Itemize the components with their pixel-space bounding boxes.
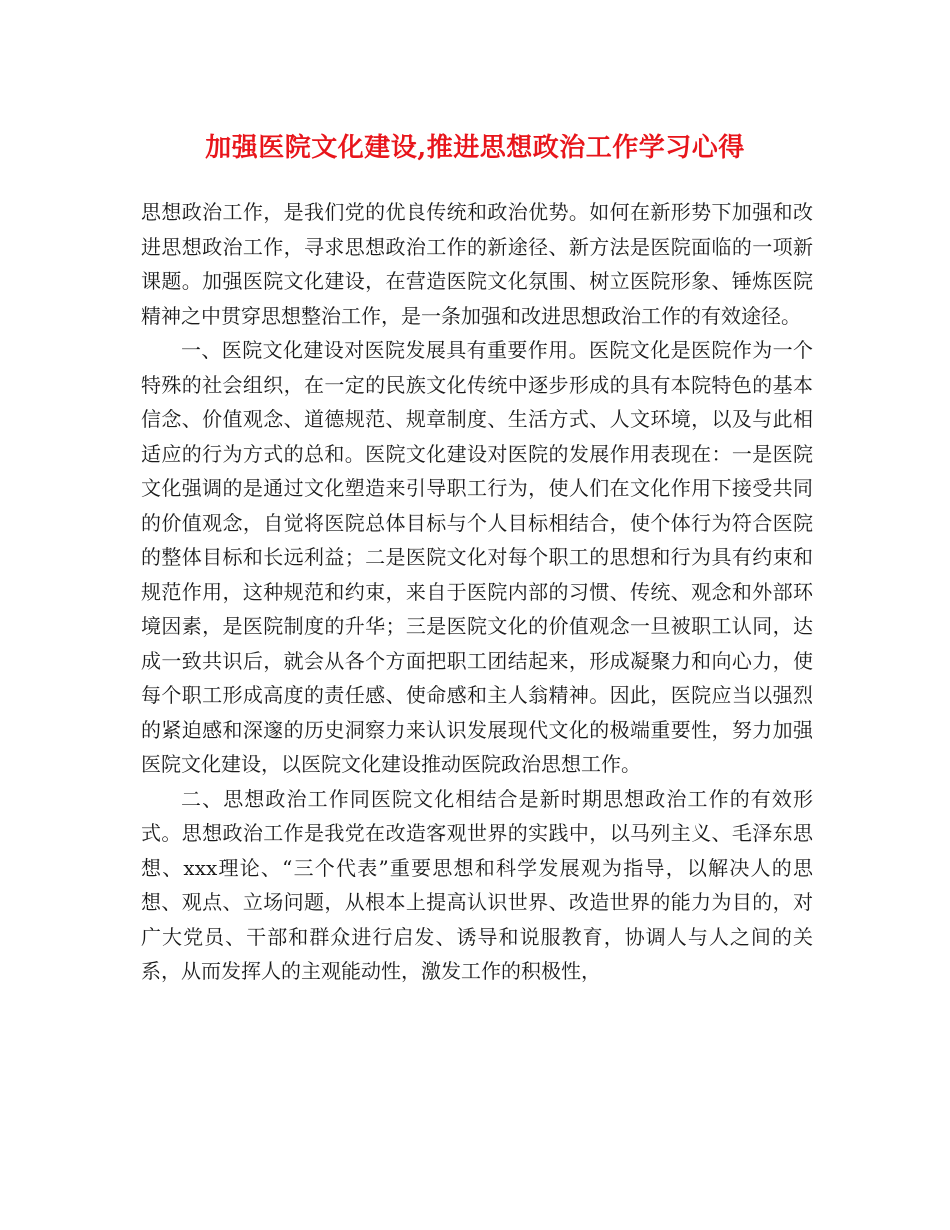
document-body	[141, 195, 813, 989]
document-title: 加强医院文化建设,推进思想政治工作学习心得	[205, 133, 745, 163]
section-one-paragraph: 一、医院文化建设对医院发展具有重要作用。医院文化是医院作为一个特殊的社会组织，在一定的民族文化传统中逐步形成的具有本院特色的基本信念、价值观念、道德规范、规章制度、生活方式、人文环境，以及与此相适应的行为方式的总和。医院文化建设对医院的发展作用表现在：一是医院文化强调的是通过文化塑造来引导职工行为，使人们在文化作用下接受共同的价值观念，自觉将医院总体目标与个人目标相结合，使个体行为符合医院的整体目标和长远利益；二是医院文化对每个职工的思想和行为具有约束和规范作用，这种规范和约束，来自于医院内部的习惯、传统、观念和外部环境因素，是医院制度的升华；三是医院文化的价值观念一旦被职工认同，达成一致共识后，就会从各个方面把职工团结起来，形成凝聚力和向心力，使每个职工形成高度的责任感、使命感和主人翁精神。因此，医院应当以强烈的紧迫感和深邃的历史洞察力来认识发展现代文化的极端重要性，努力加强医院文化建设，以医院文化建设推动医院政治思想工作。	[141, 338, 813, 776]
section-two-paragraph: 二、思想政治工作同医院文化相结合是新时期思想政治工作的有效形式。思想政治工作是我党在改造客观世界的实践中，以马列主义、毛泽东思想、xxx理论、“三个代表”重要思想和科学发展观为指导，以解决人的思想、观点、立场问题，从根本上提高认识世界、改造世界的能力为目的，对广大党员、干部和群众进行启发、诱导和说服教育，协调人与人之间的关系，从而发挥人的主观能动性，激发工作的积极性，	[141, 786, 813, 983]
intro-paragraph: 思想政治工作，是我们党的优良传统和政治优势。如何在新形势下加强和改进思想政治工作，寻求思想政治工作的新途径、新方法是医院面临的一项新课题。加强医院文化建设，在营造医院文化氛围、树立医院形象、锤炼医院精神之中贯穿思想整治工作，是一条加强和改进思想政治工作的有效途径。	[141, 200, 813, 328]
